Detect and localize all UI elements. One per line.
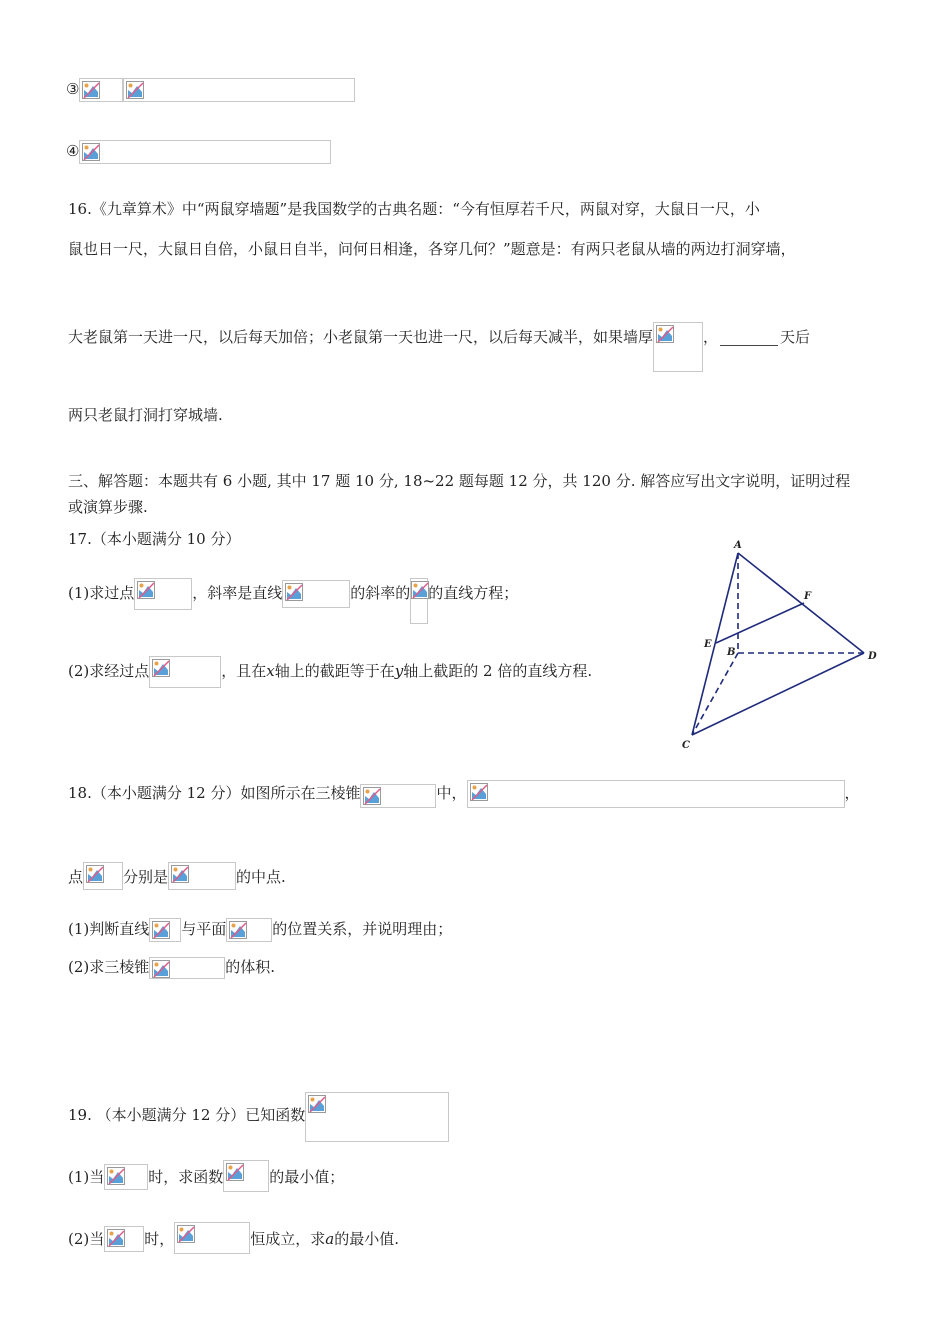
broken-image-icon: [308, 1095, 326, 1113]
text: ，: [844, 784, 860, 802]
q17-part-1: [68, 578, 518, 624]
broken-image-icon: [363, 787, 381, 805]
segment-ef: [716, 603, 804, 643]
formula-image: [174, 1222, 250, 1254]
broken-image-icon: [177, 1225, 195, 1243]
formula-image: [149, 957, 225, 979]
section-3-line-2: 或演算步骤.: [68, 498, 148, 516]
formula-image: [79, 140, 331, 164]
label-c: C: [682, 740, 690, 751]
q15-item-3: [66, 78, 355, 102]
text: 中，: [436, 784, 467, 802]
label-f: F: [804, 591, 812, 602]
text: 与平面: [181, 920, 227, 938]
text: 恒成立，求: [250, 1230, 326, 1248]
edge-bc: [692, 653, 738, 735]
text: 时，求函数: [148, 1168, 224, 1186]
text: (2)当: [68, 1230, 105, 1248]
label-a: A: [734, 540, 742, 551]
edge-cd: [692, 653, 864, 735]
broken-image-icon: [82, 143, 100, 161]
formula-image: [168, 862, 236, 890]
text: (2)求经过点: [68, 662, 150, 680]
broken-image-icon: [656, 325, 674, 343]
text: 的中点.: [236, 868, 286, 886]
text: 的最小值.: [334, 1230, 400, 1248]
broken-image-icon: [171, 865, 189, 883]
formula-image: [104, 1164, 148, 1190]
formula-image: [123, 78, 355, 102]
q18-line-2: [68, 862, 286, 890]
label-e: E: [704, 639, 712, 650]
text: 的位置关系，并说明理由；: [272, 920, 453, 938]
text: 的斜率的: [350, 584, 411, 602]
formula-image: [467, 780, 845, 808]
broken-image-icon: [152, 960, 170, 978]
pyramid-diagram: [672, 535, 892, 760]
q18-part-1: [68, 918, 452, 942]
edge-ad: [738, 553, 864, 653]
variable-a: a: [325, 1230, 335, 1248]
broken-image-icon: [137, 581, 155, 599]
text: (1)当: [68, 1168, 105, 1186]
text: 大老鼠第一天进一尺，以后每天加倍；小老鼠第一天也进一尺，以后每天减半，如果墙厚: [68, 328, 654, 346]
formula-image: [83, 862, 123, 890]
q19-line-1: [68, 1092, 449, 1142]
broken-image-icon: [152, 659, 170, 677]
text: (1)求过点: [68, 584, 135, 602]
formula-image: [410, 578, 428, 624]
text: (1)判断直线: [68, 920, 150, 938]
formula-image: [79, 78, 123, 102]
broken-image-icon: [82, 81, 100, 99]
text: 的体积.: [225, 958, 276, 976]
text: 的最小值；: [269, 1168, 345, 1186]
q18-line-1: [68, 780, 860, 808]
broken-image-icon: [470, 783, 488, 801]
q19-part-2: [68, 1222, 399, 1254]
formula-image: [653, 322, 703, 372]
formula-image: [226, 918, 272, 942]
text: ，且在: [221, 662, 267, 680]
broken-image-icon: [285, 583, 303, 601]
broken-image-icon: [107, 1167, 125, 1185]
text: 分别是: [123, 868, 169, 886]
broken-image-icon: [86, 865, 104, 883]
q17-part-2: [68, 656, 592, 688]
item-label: ③: [66, 80, 80, 98]
broken-image-icon: [126, 81, 144, 99]
q16-line-1: 16.《九章算术》中“两鼠穿墙题”是我国数学的古典名题：“今有恒厚若千尺，两鼠对穿，大鼠日一尺，小: [68, 200, 760, 218]
formula-image: [149, 918, 181, 942]
text: 点: [68, 868, 84, 886]
section-3-line-1: 三、解答题：本题共有 6 小题, 其中 17 题 10 分, 18~22 题每题 12 分，共 120 分. 解答应写出文字说明，证明过程: [68, 472, 851, 490]
formula-image: [134, 578, 192, 610]
q16-line-3: [68, 326, 810, 372]
text: 天后: [780, 328, 811, 346]
text: 19. （本小题满分 12 分）已知函数: [68, 1106, 306, 1124]
formula-image: [104, 1226, 144, 1252]
text: ，斜率是直线: [192, 584, 283, 602]
broken-image-icon: [229, 921, 247, 939]
text: 18.（本小题满分 12 分）如图所示在三棱锥: [68, 784, 361, 802]
text: ，: [703, 328, 719, 346]
edge-ac: [692, 553, 738, 735]
variable-x: x: [266, 662, 275, 680]
item-label: ④: [66, 142, 80, 160]
broken-image-icon: [107, 1229, 125, 1247]
formula-image: [223, 1160, 269, 1192]
broken-image-icon: [226, 1163, 244, 1181]
q15-item-4: [66, 140, 331, 164]
q18-part-2: [68, 956, 275, 979]
broken-image-icon: [152, 921, 170, 939]
q17-title: 17.（本小题满分 10 分）: [68, 530, 241, 548]
formula-image: [305, 1092, 449, 1142]
text: (2)求三棱锥: [68, 958, 150, 976]
text: 轴上截距的 2 倍的直线方程.: [403, 662, 593, 680]
formula-image: [360, 784, 436, 808]
q16-line-4: 两只老鼠打洞打穿城墙.: [68, 406, 223, 424]
answer-blank[interactable]: [720, 331, 778, 346]
formula-image: [149, 656, 221, 688]
text: 的直线方程；: [428, 584, 519, 602]
broken-image-icon: [411, 581, 429, 599]
formula-image: [282, 580, 350, 608]
variable-y: y: [394, 662, 404, 680]
text: 轴上的截距等于在: [274, 662, 395, 680]
q19-part-1: [68, 1160, 344, 1192]
label-d: D: [868, 651, 877, 662]
q16-line-2: 鼠也日一尺，大鼠日自倍，小鼠日自半，问何日相逢，各穿几何？”题意是：有两只老鼠从墙的两边打洞穿墙，: [68, 240, 796, 258]
label-b: B: [727, 647, 736, 658]
text: 时，: [144, 1230, 175, 1248]
